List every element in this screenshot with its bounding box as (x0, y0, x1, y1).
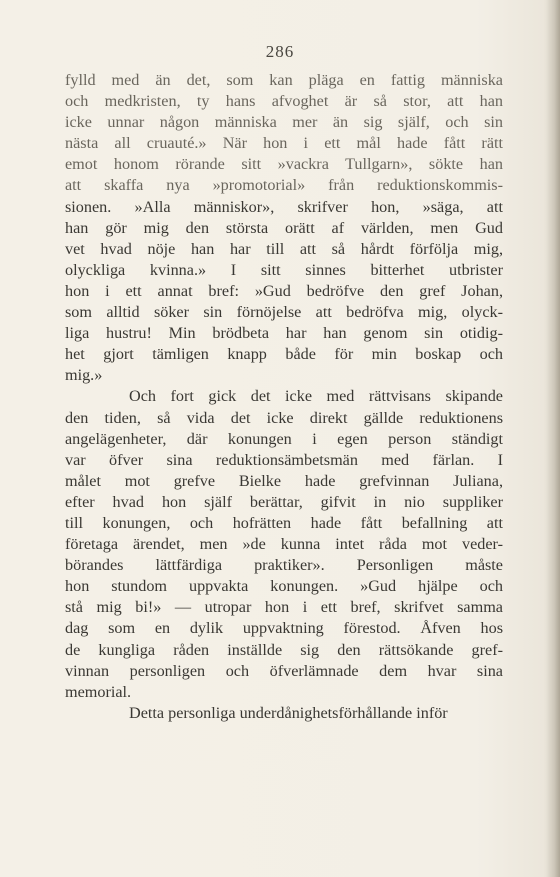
text-line: dag som en dylik uppvaktning förestod. Åfven hos (65, 619, 503, 638)
text-line: börandes lättfärdiga praktiker». Personligen måste (65, 556, 503, 575)
text-line: memorial. (65, 682, 132, 701)
text-line: den tiden, så vida det icke direkt gällde reduktionens (65, 408, 503, 427)
text-line: emot honom rörande sitt »vackra Tullgarn», sökte han (65, 155, 503, 174)
text-line: företaga ärendet, men »de kunna intet råda mot veder- (65, 535, 503, 554)
text-line: icke unnar någon människa mer än sig själf, och sin (65, 113, 503, 132)
text-line: de kungliga råden inställde sig den rättsökande gref- (65, 640, 503, 659)
text-line: målet mot grefve Bielke hade grefvinnan Juliana, (65, 471, 503, 490)
text-line: som alltid söker sin förnöjelse att bedröfva mig, olyck- (65, 303, 503, 322)
text-line: mig.» (65, 366, 103, 385)
text-line: hon stundom uppvakta konungen. »Gud hjälpe och (65, 577, 503, 596)
text-line: att skaffa nya »promotorial» från reduktionskommis- (65, 176, 503, 195)
text-line: liga hustru! Min brödbeta har han genom sin otidig- (65, 324, 503, 343)
body-text (65, 70, 503, 724)
text-line: han gör mig den största orätt af världen, men Gud (65, 218, 503, 237)
text-line: olyckliga kvinna.» I sitt sinnes bitterhet utbrister (65, 260, 503, 279)
text-line: till konungen, och hofrätten hade fått befallning att (65, 513, 503, 532)
text-line: hon i ett annat bref: »Gud bedröfve den gref Johan, (65, 281, 503, 300)
text-line: efter hvad hon själf berättar, gifvit in nio suppliker (65, 492, 503, 511)
text-line: vet hvad nöje han har till att så hårdt förfölja mig, (65, 239, 503, 258)
page-number: 286 (265, 42, 295, 61)
paragraph-start-line: Detta personliga underdånighetsförhållande inför (129, 703, 448, 722)
paragraph-start-line: Och fort gick det icke med rättvisans skipande (129, 387, 503, 406)
text-line: angelägenheter, där konungen i egen person ständigt (65, 429, 503, 448)
text-line: sionen. »Alla människor», skrifver hon, »säga, att (65, 197, 503, 216)
text-line: stå mig bi!» — utropar hon i ett bref, skrifvet samma (65, 598, 503, 617)
text-line: och medkristen, ty hans afvoghet är så stor, att han (65, 92, 503, 111)
text-line: vinnan personligen och öfverlämnade dem hvar sina (65, 661, 503, 680)
text-line: het gjort tämligen knapp både för min boskap och (65, 345, 503, 364)
page-edge-shadow (546, 0, 560, 877)
text-line: var öfver sina reduktionsämbetsmän med färlan. I (65, 450, 503, 469)
text-line: nästa all cruauté.» När hon i ett mål hade fått rätt (65, 134, 503, 153)
text-line: fylld med än det, som kan pläga en fattig människa (65, 71, 503, 89)
